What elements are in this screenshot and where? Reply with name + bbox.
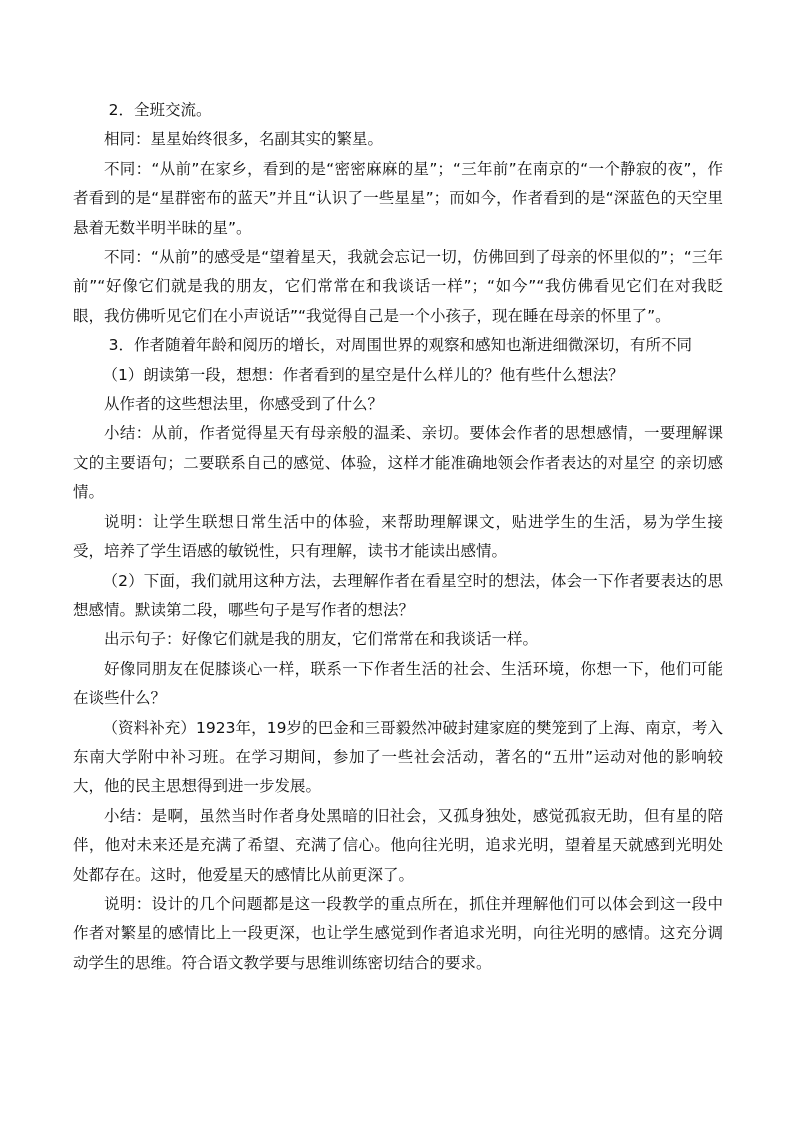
note-paragraph: 说明：设计的几个问题都是这一段教学的重点所在，抓住并理解他们可以体会到这一段中作者对繁星的感情比上一段更深，也让学生感觉到作者追求光明，向往光明的感情。这充分调动学生的思维。符合语文教学要与思维训练密切结合的要求。 [73,894,723,972]
note-paragraph: 说明：让学生联想日常生活中的体验，来帮助理解课文，贴进学生的生活，易为学生接受，培养了学生语感的敏锐性，只有理解，读书才能读出感情。 [73,512,723,561]
paragraph: 不同：“从前”在家乡，看到的是“密密麻麻的星”；“三年前”在南京的“一个静寂的夜”，作者看到的是“星群密布的蓝天”并且“认识了一些星星”；而如今，作者看到的是“深蓝色的天空里悬着无数半明半昧的星”。 [73,159,723,237]
summary-paragraph: 小结：从前，作者觉得星天有母亲般的温柔、亲切。要体会作者的思想感情，一要理解课文的主要语句；二要联系自己的感觉、体验，这样才能准确地领会作者表达的对星空 的亲切感情。 [73,424,723,502]
paragraph: 出示句子：好像它们就是我的朋友，它们常常在和我谈话一样。 [104,630,539,649]
summary-paragraph: 小结：是啊，虽然当时作者身处黑暗的旧社会，又孤身独处，感觉孤寂无助，但有星的陪伴，他对未来还是充满了希望、充满了信心。他向往光明，追求光明，望着星天就感到光明处处都存在。这时，他爱星天的感情比从前更深了。 [73,806,723,884]
section-item-heading: 2．全班交流。 [108,101,212,119]
supplement-paragraph: （资料补充）1923年，19岁的巴金和三哥毅然冲破封建家庭的樊笼到了上海、南京，考入东南大学附中补习班。在学习期间，参加了一些社会活动，著名的“五卅”运动对他的影响较大，他的民主思想得到进一步发展。 [73,718,723,796]
sub-item-paragraph: （2）下面，我们就用这种方法，去理解作者在看星空时的想法，体会一下作者要表达的思想感情。默读第二段，哪些句子是写作者的想法？ [73,571,723,619]
paragraph: 相同：星星始终很多，名副其实的繁星。 [104,130,384,149]
section-item-heading: 3．作者随着年龄和阅历的增长，对周围世界的观察和感知也渐进细微深切，有所不同 [108,336,693,355]
paragraph: 从作者的这些想法里，你感受到了什么？ [104,395,384,414]
document-body [73,96,723,978]
paragraph: 好像同朋友在促膝谈心一样，联系一下作者生活的社会、生活环境，你想一下，他们可能在谈些什么？ [73,659,723,708]
paragraph: 不同：“从前”的感受是“望着星天，我就会忘记一切，仿佛回到了母亲的怀里似的”；“三年前”“好像它们就是我的朋友，它们常常在和我谈话一样”；“如今”“我仿佛看见它们在对我眨眼，我仿佛听见它们在小声说话”“我觉得自己是一个小孩子，现在睡在母亲的怀里了”。 [73,248,723,325]
sub-item-paragraph: （1）朗读第一段，想想：作者看到的星空是什么样儿的？他有些什么想法？ [102,365,624,384]
